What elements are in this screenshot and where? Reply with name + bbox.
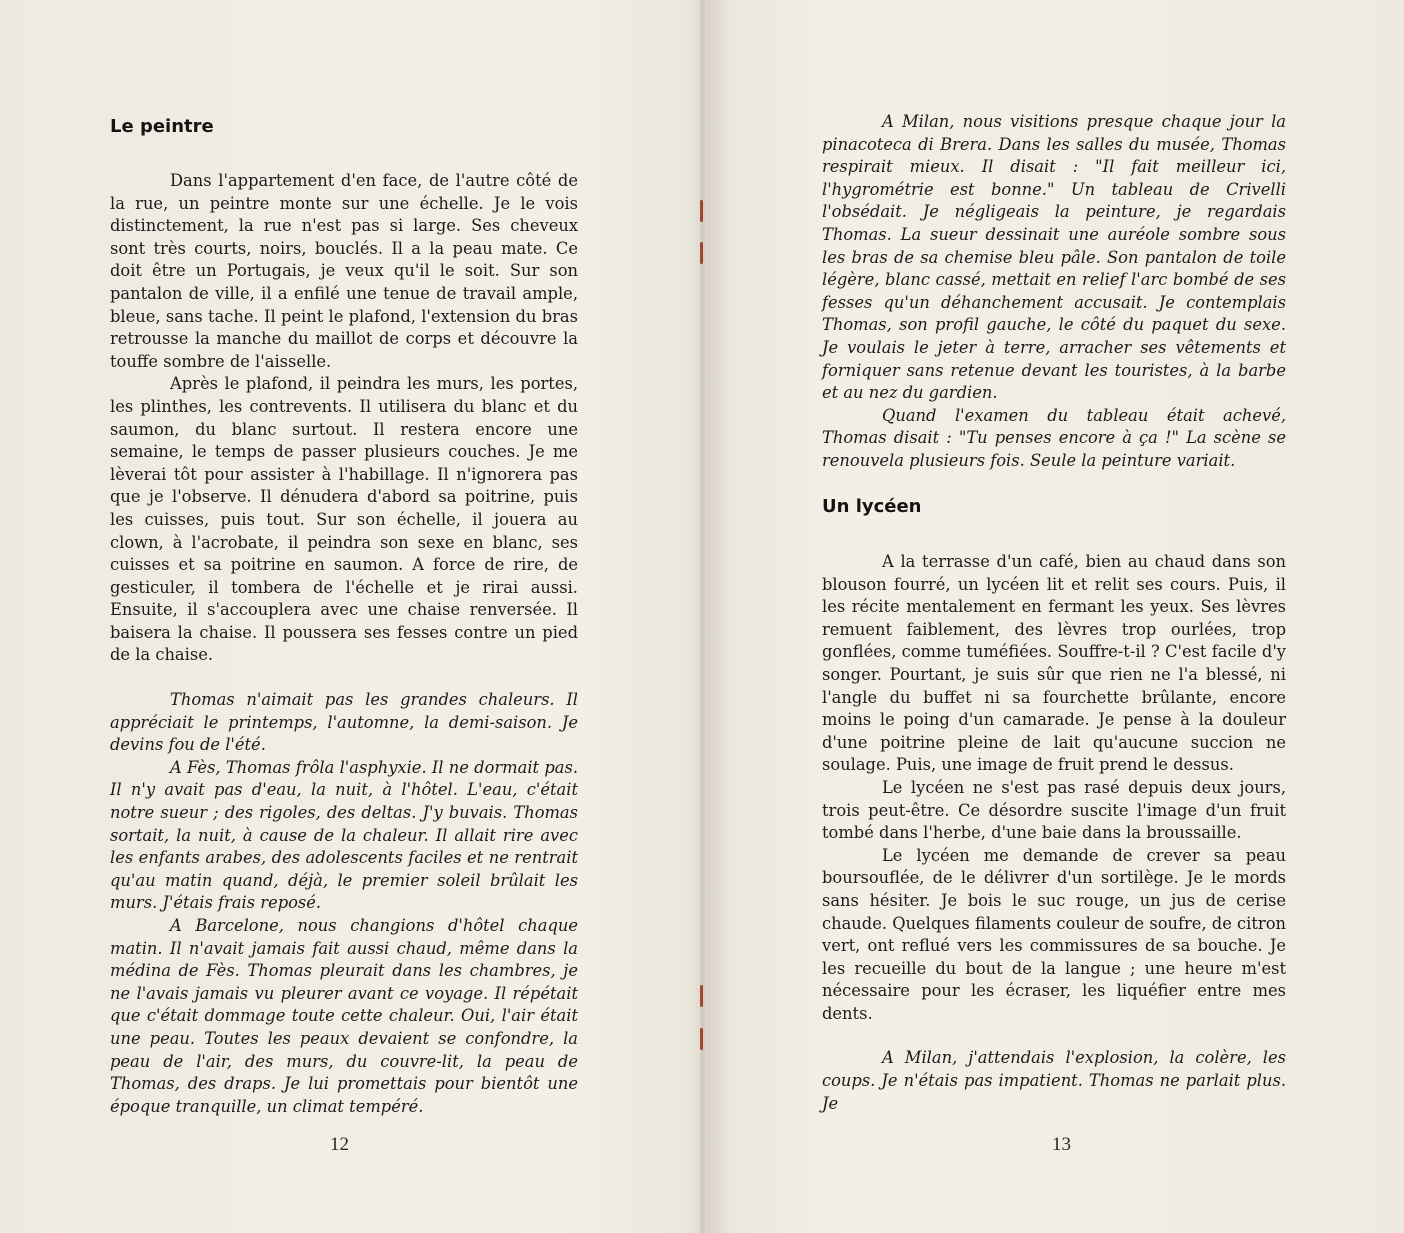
italic-paragraph: A Milan, j'attendais l'explosion, la colère, les coups. Je n'étais pas impatient. Thomas ne parlait plus. Je — [822, 1048, 1286, 1113]
binding-stitch — [700, 985, 703, 1007]
section-heading: Un lycéen — [822, 496, 922, 517]
paragraph: Le lycéen ne s'est pas rasé depuis deux jours, trois peut-être. Ce désordre suscite l'image d'un fruit tombé dans l'herbe, d'une baie dans la broussaille. — [822, 777, 1286, 843]
paragraph: Dans l'appartement d'en face, de l'autre côté de la rue, un peintre monte sur une échelle. Je le vois distinctement, la rue n'est pas si large. Ses cheveux sont très courts, noirs, bouclés. Il a la peau mate. Ce doit être un Portugais, je veux qu'il le soit. Sur son pantalon de ville, il a enfilé une tenue de travail ample, bleue, sans tache. Il peint le plafond, l'extension du bras retrousse la manche du maillot de corps et découvre la touffe sombre de l'aisselle. — [110, 171, 578, 371]
paragraph: Le lycéen me demande de crever sa peau boursouflée, de le délivrer d'un sortilège. Je le mords sans hésiter. Je bois le suc rouge, un jus de cerise chaude. Quelques filaments couleur de soufre, de citron vert, ont reflué vers les commissures de sa bouche. Je les recueille du bout de la langue ; une heure m'est nécessaire pour les écraser, les liquéfier entre mes dents. — [822, 845, 1286, 1023]
italic-paragraph: Quand l'examen du tableau était achevé, Thomas disait : "Tu penses encore à ça !" La scène se renouvela plusieurs fois. Seule la peinture variait. — [822, 405, 1286, 470]
right-text-column-bottom — [822, 551, 1286, 1115]
left-page — [0, 0, 700, 1233]
paragraph: A la terrasse d'un café, bien au chaud dans son blouson fourré, un lycéen lit et relit ses cours. Puis, il les récite mentalement en fermant les yeux. Ses lèvres remuent faiblement, des lèvres trop ourlées, trop gonflées, comme tuméfiées. Souffre-t-il ? C'est facile d'y songer. Pourtant, je suis sûr que rien ne l'a blessé, ni l'angle du buffet ni sa fourchette brûlante, encore moins le poing d'un camarade. Je pense à la douleur d'une poitrine pleine de lait qu'aucune succion ne soulage. Puis, une image de fruit prend le dessus. — [822, 552, 1286, 775]
italic-paragraph: A Milan, nous visitions presque chaque jour la pinacoteca di Brera. Dans les salles du musée, Thomas respirait mieux. Il disait : "Il fait meilleur ici, l'hygrométrie est bonne." Un tableau de Crivelli l'obsédait. Je négligeais la peinture, je regardais Thomas. La sueur dessinait une auréole sombre sous les bras de sa chemise bleu pâle. Son pantalon de toile légère, blanc cassé, mettait en relief l'arc bombé de ses fesses qu'un déhanchement accusait. Je contemplais Thomas, son profil gauche, le côté du paquet du sexe. Je voulais le jeter à terre, arracher ses vêtements et forniquer sans retenue devant les touristes, à la barbe et au nez du gardien. — [822, 112, 1286, 403]
italic-paragraph: Thomas n'aimait pas les grandes chaleurs. Il appréciait le printemps, l'automne, la demi-saison. Je devins fou de l'été. — [110, 690, 578, 755]
binding-stitch — [700, 242, 703, 264]
section-heading: Le peintre — [110, 116, 214, 137]
italic-paragraph: A Fès, Thomas frôla l'asphyxie. Il ne dormait pas. Il n'y avait pas d'eau, la nuit, à l'hôtel. L'eau, c'était notre sueur ; des rigoles, des deltas. J'y buvais. Thomas sortait, la nuit, à cause de la chaleur. Il allait rire avec les enfants arabes, des adolescents faciles et ne rentrait qu'au matin quand, déjà, le premier soleil brûlait les murs. J'étais frais reposé. — [110, 757, 578, 913]
paragraph: Après le plafond, il peindra les murs, les portes, les plinthes, les contrevents. Il utilisera du blanc et du saumon, du blanc surtout. Il restera encore une semaine, le temps de passer plusieurs couches. Je me lèverai tôt pour assister à l'habillage. Il n'ignorera pas que je l'observe. Il dénudera d'abord sa poitrine, puis les cuisses, puis tout. Sur son échelle, il jouera au clown, à l'acrobate, il peindra son sexe en blanc, ses cuisses et sa poitrine en saumon. A force de rire, de gesticuler, il tombera de l'échelle et je rirai aussi. Ensuite, il s'accouplera avec une chaise renversée. Il baisera la chaise. Il poussera ses fesses contre un pied de la chaise. — [110, 374, 578, 665]
page-number: 12 — [330, 1134, 349, 1155]
right-page — [706, 0, 1404, 1233]
italic-paragraph: A Barcelone, nous changions d'hôtel chaque matin. Il n'avait jamais fait aussi chaud, même dans la médina de Fès. Thomas pleurait dans les chambres, je ne l'avais jamais vu pleurer avant ce voyage. Il répétait que c'était dommage toute cette chaleur. Oui, l'air était une peau. Toutes les peaux devaient se confondre, la peau de l'air, des murs, du couvre-lit, la peau de Thomas, des draps. Je lui promettais pour bientôt une époque tranquille, un climat tempéré. — [110, 916, 578, 1116]
binding-stitch — [700, 1028, 703, 1050]
right-text-column-top — [822, 111, 1286, 473]
page-number: 13 — [1052, 1134, 1071, 1155]
binding-stitch — [700, 200, 703, 222]
left-text-column — [110, 170, 578, 1118]
